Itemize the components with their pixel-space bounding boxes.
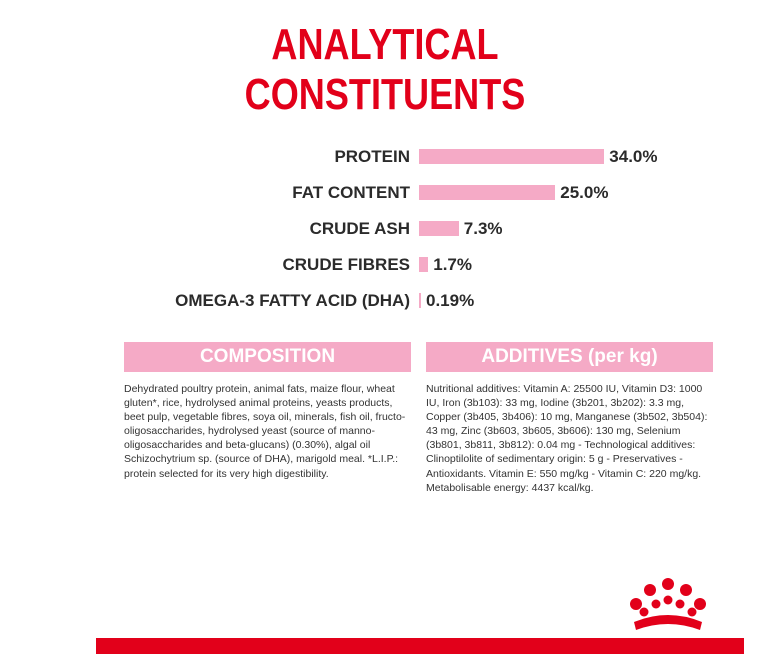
constituent-label: FAT CONTENT — [292, 183, 410, 202]
page-title-line-2: CONSTITUENTS — [244, 70, 526, 119]
constituent-value: 7.3% — [463, 219, 503, 238]
constituent-bar — [419, 257, 428, 272]
constituent-row-crude-ash — [0, 217, 770, 241]
composition-text: Dehydrated poultry protein, animal fats, maize flour, wheat gluten*, rice, hydrolysed animal proteins, yeasts products, beet pulp, vegetable fibres, soya oil, minerals, fish oil, fructo-oligosaccharides, hydrolysed yeast (source of manno-oligosaccharides and beta-glucans) (0.30%), algal oil Schizochytrium sp. (source of DHA), marigold meal. *L.I.P.: protein selected for its very high digestibility. — [124, 383, 406, 480]
constituent-bar — [419, 221, 459, 236]
constituent-label: OMEGA-3 FATTY ACID (DHA) — [175, 291, 410, 310]
footer-bar — [96, 638, 744, 654]
constituent-bar — [419, 149, 604, 164]
constituent-row-protein — [0, 145, 770, 169]
additives-text: Nutritional additives: Vitamin A: 25500 IU, Vitamin D3: 1000 IU, Iron (3b103): 33 mg, Iodine (3b201, 3b202): 3.3 mg, Copper (3b405, 3b406): 10 mg, Manganese (3b502, 3b504): 43 mg, Zinc (3b603, 3b605, 3b606): 130 mg, Selenium (3b801, 3b811, 3b812): 0.04 mg - Technological additives: Clinoptilolite of sedimentary origin: 5 g - Preservatives - Antioxidants. Vitamin E: 550 mg/kg - Vitamin C: 220 mg/kg. Metabolisable energy: 4437 kcal/kg. — [426, 383, 708, 494]
constituent-label: CRUDE ASH — [309, 219, 410, 238]
page-title-line-1: ANALYTICAL — [271, 20, 499, 69]
constituent-label: CRUDE FIBRES — [282, 255, 410, 274]
constituent-row-fat-content — [0, 181, 770, 205]
constituent-value: 34.0% — [609, 147, 658, 166]
crown-icon — [628, 578, 708, 638]
constituent-value: 25.0% — [560, 183, 609, 202]
additives-heading: ADDITIVES (per kg) — [426, 342, 713, 372]
composition-heading: COMPOSITION — [124, 342, 411, 372]
constituent-label: PROTEIN — [334, 147, 410, 166]
constituent-value: 0.19% — [426, 291, 475, 310]
constituent-bar — [419, 293, 421, 308]
constituent-row-omega-3 — [0, 289, 770, 313]
constituent-bar — [419, 185, 555, 200]
constituent-value: 1.7% — [433, 255, 472, 274]
constituent-row-crude-fibres — [0, 253, 770, 277]
